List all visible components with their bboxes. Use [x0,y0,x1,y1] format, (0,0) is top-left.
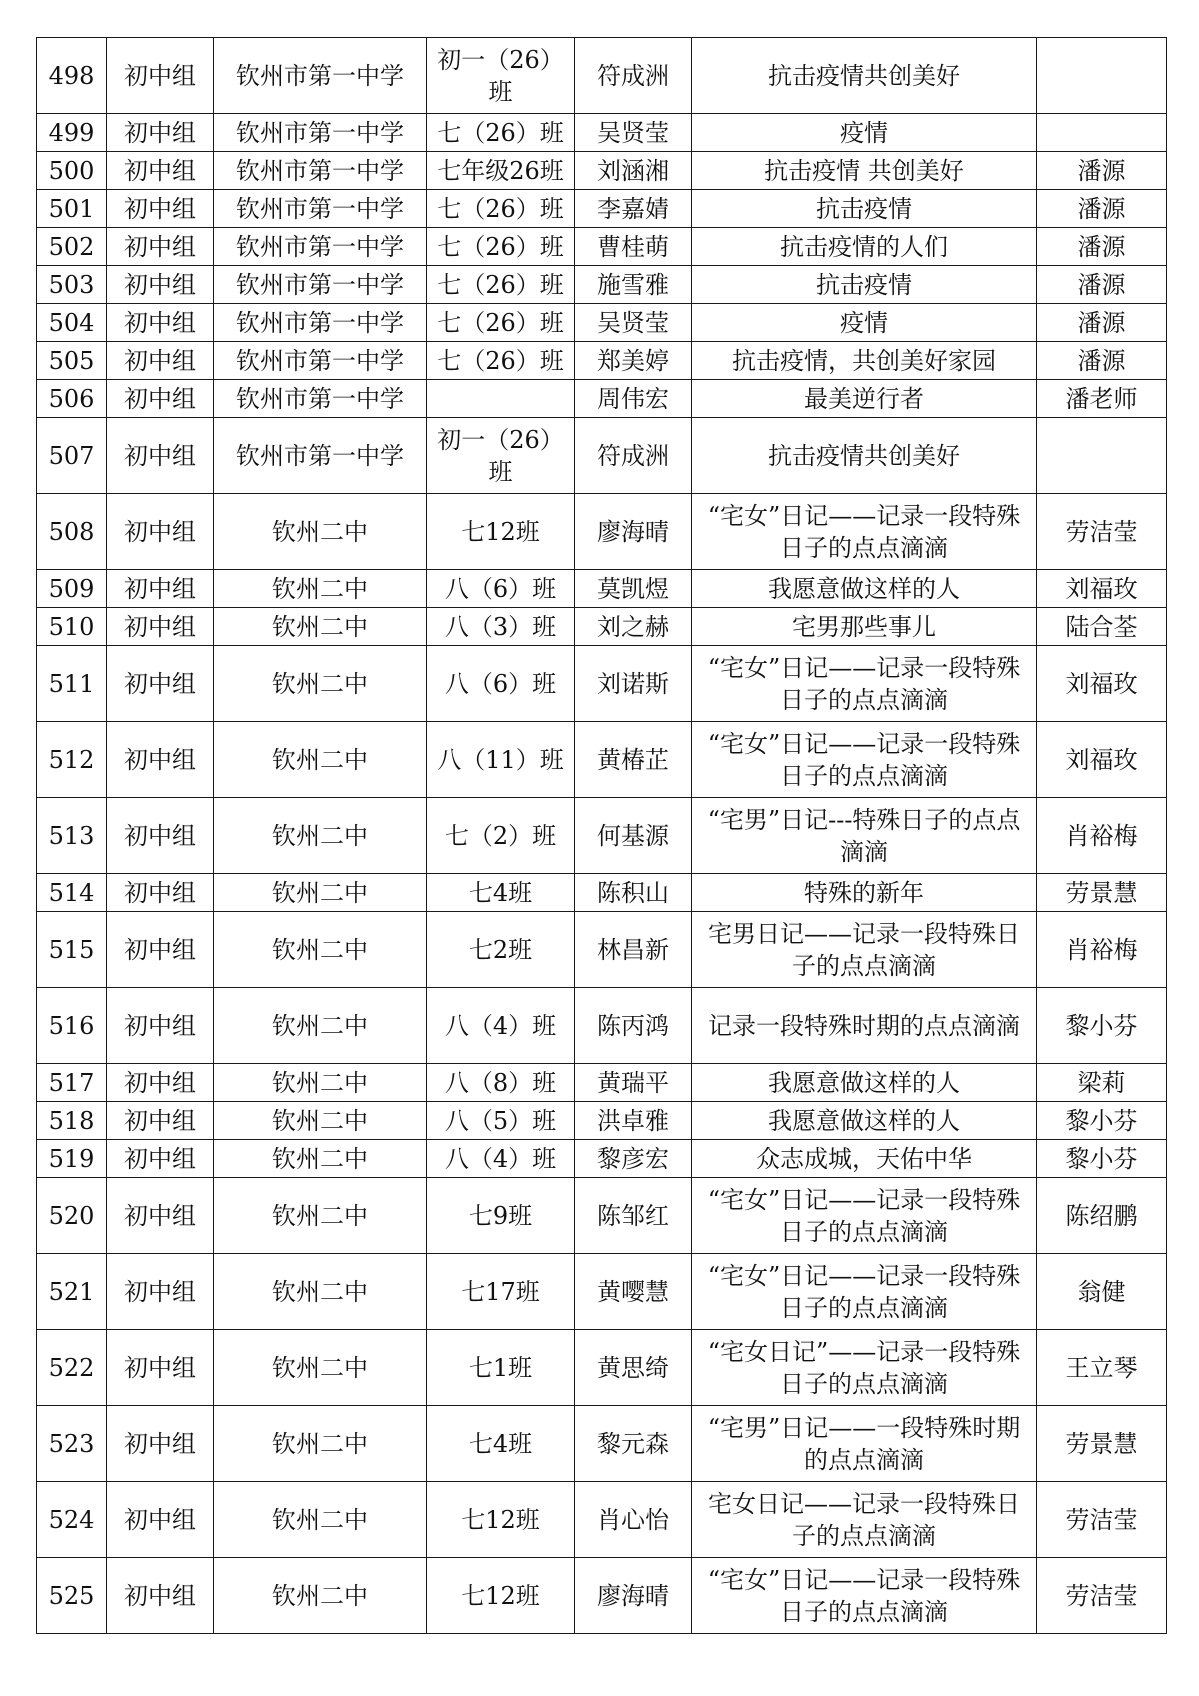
student-name-cell: 黄瑞平 [575,1064,692,1102]
work-title-cell: 抗击疫情共创美好 [692,38,1037,114]
table-row [37,1330,1167,1406]
work-title-cell: “宅男”日记---特殊日子的点点滴滴 [692,798,1037,874]
row-number-cell: 511 [37,646,107,722]
class-cell: 七12班 [427,1482,575,1558]
class-cell: 八（6）班 [427,570,575,608]
row-number-cell: 513 [37,798,107,874]
class-cell: 七9班 [427,1178,575,1254]
work-title-cell: “宅女”日记——记录一段特殊日子的点点滴滴 [692,1254,1037,1330]
row-number-cell: 522 [37,1330,107,1406]
work-title-cell: 抗击疫情 共创美好 [692,152,1037,190]
table-row [37,1102,1167,1140]
work-title-cell: 众志成城，天佑中华 [692,1140,1037,1178]
table-row [37,1140,1167,1178]
teacher-cell: 劳洁莹 [1037,1558,1167,1634]
teacher-cell: 黎小芬 [1037,988,1167,1064]
teacher-cell [1037,38,1167,114]
group-cell: 初中组 [107,266,214,304]
teacher-cell: 潘源 [1037,304,1167,342]
row-number-cell: 502 [37,228,107,266]
school-cell: 钦州市第一中学 [214,342,427,380]
table-row [37,608,1167,646]
work-title-cell: 我愿意做这样的人 [692,1102,1037,1140]
row-number-cell: 508 [37,494,107,570]
group-cell: 初中组 [107,798,214,874]
school-cell: 钦州二中 [214,874,427,912]
table-row [37,570,1167,608]
school-cell: 钦州市第一中学 [214,380,427,418]
table-row [37,380,1167,418]
school-cell: 钦州二中 [214,1558,427,1634]
work-title-cell: 宅女日记——记录一段特殊日子的点点滴滴 [692,1482,1037,1558]
student-name-cell: 李嘉婧 [575,190,692,228]
school-cell: 钦州二中 [214,1254,427,1330]
teacher-cell: 潘源 [1037,152,1167,190]
school-cell: 钦州二中 [214,798,427,874]
student-name-cell: 陈丙鸿 [575,988,692,1064]
class-cell: 八（11）班 [427,722,575,798]
row-number-cell: 525 [37,1558,107,1634]
work-title-cell: 特殊的新年 [692,874,1037,912]
row-number-cell: 516 [37,988,107,1064]
teacher-cell: 潘源 [1037,190,1167,228]
school-cell: 钦州二中 [214,1140,427,1178]
table-row [37,266,1167,304]
teacher-cell [1037,418,1167,494]
teacher-cell: 潘源 [1037,228,1167,266]
table-row [37,646,1167,722]
row-number-cell: 505 [37,342,107,380]
student-name-cell: 刘涵湘 [575,152,692,190]
work-title-cell: 疫情 [692,304,1037,342]
student-name-cell: 刘之赫 [575,608,692,646]
group-cell: 初中组 [107,1558,214,1634]
work-title-cell: “宅男”日记——一段特殊时期的点点滴滴 [692,1406,1037,1482]
student-name-cell: 刘诺斯 [575,646,692,722]
group-cell: 初中组 [107,494,214,570]
teacher-cell: 劳洁莹 [1037,494,1167,570]
class-cell: 八（6）班 [427,646,575,722]
table-row [37,1482,1167,1558]
class-cell: 七（26）班 [427,266,575,304]
school-cell: 钦州二中 [214,722,427,798]
teacher-cell: 陆合荃 [1037,608,1167,646]
teacher-cell: 肖裕梅 [1037,798,1167,874]
group-cell: 初中组 [107,1482,214,1558]
student-name-cell: 廖海晴 [575,1558,692,1634]
student-name-cell: 黎元森 [575,1406,692,1482]
teacher-cell: 劳洁莹 [1037,1482,1167,1558]
group-cell: 初中组 [107,38,214,114]
class-cell: 七年级26班 [427,152,575,190]
row-number-cell: 518 [37,1102,107,1140]
student-name-cell: 曹桂萌 [575,228,692,266]
student-name-cell: 洪卓雅 [575,1102,692,1140]
teacher-cell: 翁健 [1037,1254,1167,1330]
table-row [37,1558,1167,1634]
work-title-cell: “宅女”日记——记录一段特殊日子的点点滴滴 [692,494,1037,570]
school-cell: 钦州二中 [214,608,427,646]
table-row [37,1254,1167,1330]
row-number-cell: 515 [37,912,107,988]
class-cell: 七4班 [427,874,575,912]
row-number-cell: 503 [37,266,107,304]
student-name-cell: 莫凯煜 [575,570,692,608]
group-cell: 初中组 [107,570,214,608]
class-cell [427,380,575,418]
group-cell: 初中组 [107,380,214,418]
group-cell: 初中组 [107,988,214,1064]
table-row [37,1406,1167,1482]
teacher-cell: 黎小芬 [1037,1102,1167,1140]
class-cell: 七（26）班 [427,228,575,266]
teacher-cell: 劳景慧 [1037,1406,1167,1482]
student-name-cell: 黄思绮 [575,1330,692,1406]
school-cell: 钦州二中 [214,988,427,1064]
table-row [37,38,1167,114]
student-name-cell: 廖海晴 [575,494,692,570]
work-title-cell: 抗击疫情共创美好 [692,418,1037,494]
row-number-cell: 507 [37,418,107,494]
school-cell: 钦州二中 [214,1178,427,1254]
class-cell: 七4班 [427,1406,575,1482]
teacher-cell: 黎小芬 [1037,1140,1167,1178]
school-cell: 钦州二中 [214,646,427,722]
group-cell: 初中组 [107,722,214,798]
student-name-cell: 陈邹红 [575,1178,692,1254]
class-cell: 八（3）班 [427,608,575,646]
entries-table [36,37,1167,1634]
table-row [37,912,1167,988]
student-name-cell: 林昌新 [575,912,692,988]
row-number-cell: 523 [37,1406,107,1482]
work-title-cell: 最美逆行者 [692,380,1037,418]
school-cell: 钦州市第一中学 [214,418,427,494]
row-number-cell: 524 [37,1482,107,1558]
row-number-cell: 521 [37,1254,107,1330]
school-cell: 钦州二中 [214,1482,427,1558]
table-row [37,228,1167,266]
group-cell: 初中组 [107,912,214,988]
class-cell: 八（4）班 [427,1140,575,1178]
table-row [37,342,1167,380]
teacher-cell: 肖裕梅 [1037,912,1167,988]
student-name-cell: 黄椿芷 [575,722,692,798]
work-title-cell: “宅女日记”——记录一段特殊日子的点点滴滴 [692,1330,1037,1406]
student-name-cell: 黄嘤慧 [575,1254,692,1330]
work-title-cell: “宅女”日记——记录一段特殊日子的点点滴滴 [692,722,1037,798]
table-row [37,190,1167,228]
student-name-cell: 何基源 [575,798,692,874]
table-row [37,304,1167,342]
school-cell: 钦州二中 [214,912,427,988]
work-title-cell: 抗击疫情 [692,190,1037,228]
table-row [37,418,1167,494]
teacher-cell: 王立琴 [1037,1330,1167,1406]
group-cell: 初中组 [107,114,214,152]
teacher-cell: 潘老师 [1037,380,1167,418]
teacher-cell: 劳景慧 [1037,874,1167,912]
class-cell: 八（4）班 [427,988,575,1064]
group-cell: 初中组 [107,190,214,228]
group-cell: 初中组 [107,1330,214,1406]
teacher-cell: 梁莉 [1037,1064,1167,1102]
group-cell: 初中组 [107,874,214,912]
group-cell: 初中组 [107,1254,214,1330]
student-name-cell: 施雪雅 [575,266,692,304]
student-name-cell: 吴贤莹 [575,114,692,152]
group-cell: 初中组 [107,646,214,722]
group-cell: 初中组 [107,304,214,342]
work-title-cell: 我愿意做这样的人 [692,1064,1037,1102]
class-cell: 七17班 [427,1254,575,1330]
school-cell: 钦州市第一中学 [214,266,427,304]
school-cell: 钦州市第一中学 [214,190,427,228]
table-row [37,874,1167,912]
class-cell: 七12班 [427,494,575,570]
group-cell: 初中组 [107,1178,214,1254]
student-name-cell: 黎彦宏 [575,1140,692,1178]
group-cell: 初中组 [107,152,214,190]
school-cell: 钦州市第一中学 [214,152,427,190]
group-cell: 初中组 [107,1140,214,1178]
school-cell: 钦州二中 [214,1102,427,1140]
class-cell: 初一（26）班 [427,38,575,114]
group-cell: 初中组 [107,418,214,494]
work-title-cell: 宅男日记——记录一段特殊日子的点点滴滴 [692,912,1037,988]
class-cell: 七（26）班 [427,304,575,342]
work-title-cell: “宅女”日记——记录一段特殊日子的点点滴滴 [692,1558,1037,1634]
teacher-cell: 刘福玫 [1037,722,1167,798]
table-row [37,152,1167,190]
row-number-cell: 504 [37,304,107,342]
student-name-cell: 郑美婷 [575,342,692,380]
class-cell: 七（26）班 [427,114,575,152]
teacher-cell: 潘源 [1037,266,1167,304]
school-cell: 钦州市第一中学 [214,228,427,266]
school-cell: 钦州二中 [214,1406,427,1482]
school-cell: 钦州二中 [214,1330,427,1406]
group-cell: 初中组 [107,608,214,646]
class-cell: 七（26）班 [427,190,575,228]
class-cell: 七12班 [427,1558,575,1634]
school-cell: 钦州市第一中学 [214,38,427,114]
school-cell: 钦州市第一中学 [214,114,427,152]
table-row [37,114,1167,152]
student-name-cell: 肖心怡 [575,1482,692,1558]
class-cell: 七2班 [427,912,575,988]
table-row [37,1064,1167,1102]
school-cell: 钦州二中 [214,1064,427,1102]
student-name-cell: 周伟宏 [575,380,692,418]
work-title-cell: “宅女”日记——记录一段特殊日子的点点滴滴 [692,646,1037,722]
work-title-cell: 疫情 [692,114,1037,152]
work-title-cell: “宅女”日记——记录一段特殊日子的点点滴滴 [692,1178,1037,1254]
row-number-cell: 520 [37,1178,107,1254]
school-cell: 钦州二中 [214,570,427,608]
class-cell: 七（26）班 [427,342,575,380]
row-number-cell: 517 [37,1064,107,1102]
work-title-cell: 抗击疫情的人们 [692,228,1037,266]
student-name-cell: 符成洲 [575,38,692,114]
row-number-cell: 514 [37,874,107,912]
table-row [37,1178,1167,1254]
school-cell: 钦州市第一中学 [214,304,427,342]
work-title-cell: 我愿意做这样的人 [692,570,1037,608]
table-row [37,722,1167,798]
teacher-cell: 刘福玫 [1037,570,1167,608]
group-cell: 初中组 [107,342,214,380]
table-row [37,798,1167,874]
row-number-cell: 499 [37,114,107,152]
row-number-cell: 500 [37,152,107,190]
teacher-cell: 潘源 [1037,342,1167,380]
row-number-cell: 509 [37,570,107,608]
student-name-cell: 符成洲 [575,418,692,494]
work-title-cell: 抗击疫情 [692,266,1037,304]
work-title-cell: 记录一段特殊时期的点点滴滴 [692,988,1037,1064]
row-number-cell: 498 [37,38,107,114]
group-cell: 初中组 [107,228,214,266]
student-name-cell: 吴贤莹 [575,304,692,342]
group-cell: 初中组 [107,1064,214,1102]
teacher-cell: 刘福玫 [1037,646,1167,722]
teacher-cell [1037,114,1167,152]
class-cell: 七1班 [427,1330,575,1406]
work-title-cell: 抗击疫情，共创美好家园 [692,342,1037,380]
class-cell: 初一（26）班 [427,418,575,494]
school-cell: 钦州二中 [214,494,427,570]
class-cell: 八（8）班 [427,1064,575,1102]
table-row [37,988,1167,1064]
class-cell: 八（5）班 [427,1102,575,1140]
row-number-cell: 519 [37,1140,107,1178]
row-number-cell: 506 [37,380,107,418]
class-cell: 七（2）班 [427,798,575,874]
entries-table-body [37,38,1167,1634]
teacher-cell: 陈绍鹏 [1037,1178,1167,1254]
row-number-cell: 501 [37,190,107,228]
group-cell: 初中组 [107,1406,214,1482]
work-title-cell: 宅男那些事儿 [692,608,1037,646]
table-row [37,494,1167,570]
row-number-cell: 510 [37,608,107,646]
student-name-cell: 陈积山 [575,874,692,912]
row-number-cell: 512 [37,722,107,798]
group-cell: 初中组 [107,1102,214,1140]
